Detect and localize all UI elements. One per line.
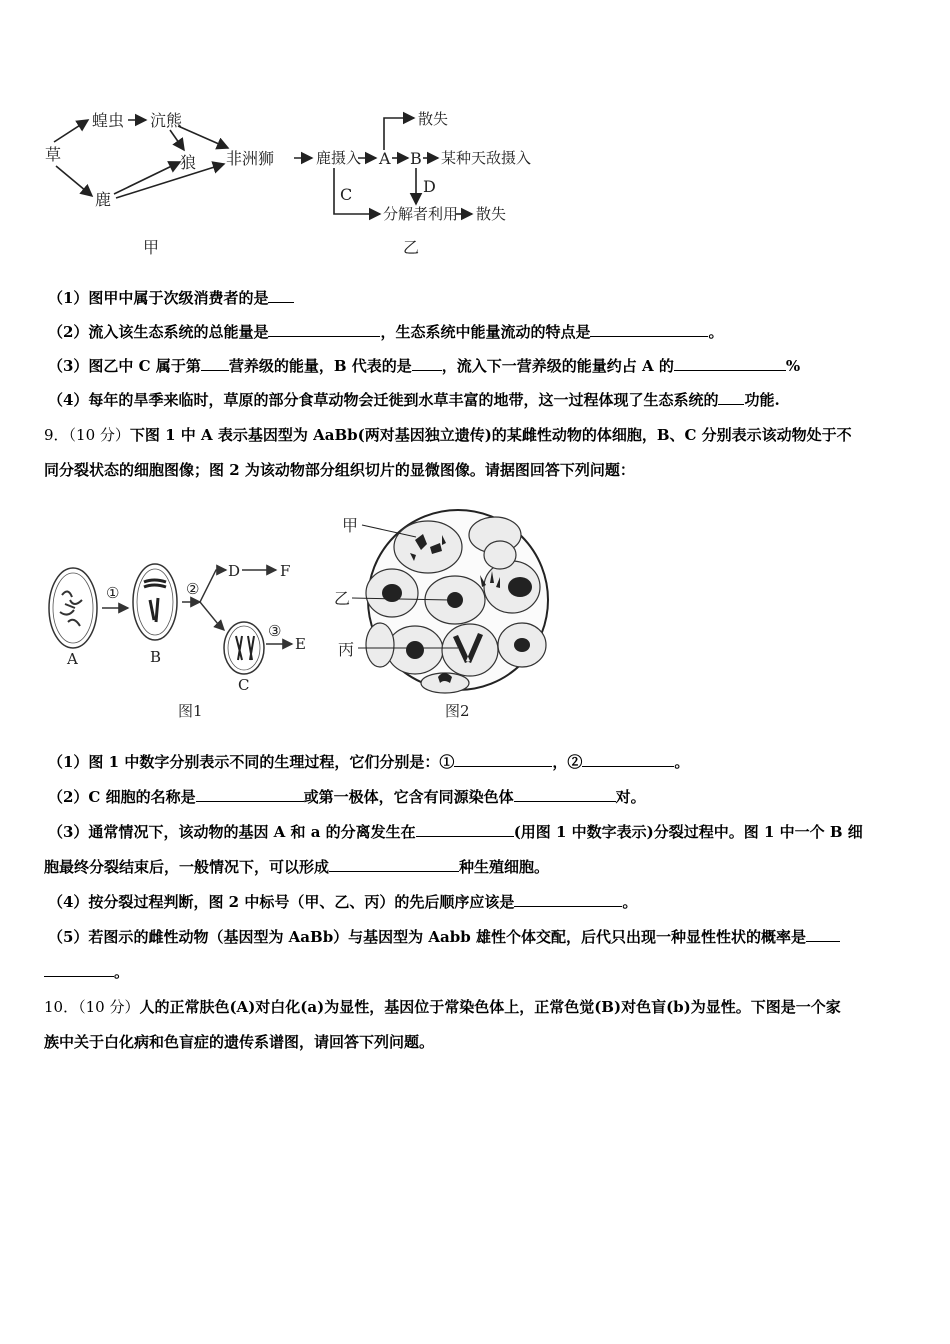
q10-stem-line-1: 10．（10 分）人的正常肤色(A)对白化(a)为显性，基因位于常染色体上，正常色觉(B)对色盲(b)为显性。下图是一个家 bbox=[44, 998, 841, 1016]
arrow-liubao-lang bbox=[170, 130, 184, 150]
label-circle-2: ② bbox=[186, 580, 200, 598]
label-fenjie: 分解者利用 bbox=[383, 205, 459, 223]
cell-A bbox=[49, 568, 97, 648]
label-circle-3: ③ bbox=[268, 622, 282, 640]
node-lang: 狼 bbox=[180, 153, 197, 172]
label-bing: 丙 bbox=[338, 640, 355, 659]
label-sanshi-top: 散失 bbox=[418, 110, 449, 128]
answer-blank[interactable] bbox=[514, 787, 616, 802]
answer-blank[interactable] bbox=[412, 356, 442, 371]
arrow-cao-lu bbox=[56, 166, 92, 196]
arrow-liubao-feizhoushi bbox=[178, 126, 228, 148]
tissue-section-figure bbox=[330, 505, 560, 730]
q9-item-5: （5）若图示的雌性动物（基因型为 AaBb）与基因型为 Aabb 雄性个体交配，后代只出现一种显性性状的概率是 bbox=[48, 927, 918, 947]
arrow-2-to-C bbox=[200, 602, 224, 630]
q8-item-3: （3）图乙中 C 属于第 营养级的能量，B 代表的是 ，流入下一营养级的能量约占 A 的 % bbox=[48, 357, 801, 375]
q9-item-4: （4）按分裂过程判断，图 2 中标号（甲、乙、丙）的先后顺序应该是 。 bbox=[48, 893, 638, 911]
label-D: D bbox=[423, 177, 436, 196]
answer-blank[interactable] bbox=[44, 962, 114, 977]
node-huangchong: 蝗虫 bbox=[92, 111, 125, 130]
label-E: E bbox=[295, 635, 306, 653]
answer-blank[interactable] bbox=[718, 390, 744, 405]
label-B: B bbox=[150, 648, 162, 666]
question-number: 9．（10 分） bbox=[44, 426, 130, 444]
label-F: F bbox=[280, 562, 291, 580]
arrow-2-to-D bbox=[200, 570, 226, 602]
q9-item-3: （3）通常情况下，该动物的基因 A 和 a 的分离发生在 (用图 1 中数字表示)分裂过程中。图 1 中一个 B 细 bbox=[48, 823, 863, 841]
label-jia: 甲 bbox=[342, 516, 359, 535]
cell-division-figure bbox=[40, 540, 320, 730]
answer-blank[interactable] bbox=[329, 857, 459, 872]
q8-item-2: （2）流入该生态系统的总能量是 ，生态系统中能量流动的特点是 。 bbox=[48, 323, 724, 341]
q8-item-1: （1）图甲中属于次级消费者的是 bbox=[48, 288, 918, 308]
node-liubao: 沆熊 bbox=[150, 111, 183, 130]
node-lu: 鹿 bbox=[95, 190, 112, 209]
energy-flow-figure bbox=[290, 100, 540, 265]
answer-blank[interactable] bbox=[201, 356, 229, 371]
label-yi: 乙 bbox=[334, 589, 351, 608]
caption-fig1: 图1 bbox=[178, 702, 203, 720]
label-C: C bbox=[340, 185, 353, 204]
cell-C bbox=[224, 622, 264, 674]
q8-item-4: （4）每年的旱季来临时，草原的部分食草动物会迁徙到水草丰富的地带，这一过程体现了生态系统的 功能. bbox=[48, 391, 780, 409]
label-A: A bbox=[379, 149, 391, 168]
answer-blank[interactable] bbox=[196, 787, 304, 802]
answer-blank[interactable] bbox=[674, 356, 786, 371]
caption-jia: 甲 bbox=[143, 238, 160, 257]
answer-blank[interactable] bbox=[590, 322, 708, 337]
caption-yi: 乙 bbox=[403, 238, 420, 257]
label-circle-1: ① bbox=[106, 584, 120, 602]
label-C: C bbox=[238, 676, 250, 694]
answer-blank[interactable] bbox=[268, 288, 294, 303]
arrow-lu-feizhoushi bbox=[116, 164, 224, 198]
label-sanshi-bottom: 散失 bbox=[476, 205, 507, 223]
label-D: D bbox=[228, 562, 241, 580]
arrow-cao-huangchong bbox=[54, 120, 88, 142]
label-tiandi: 某种天敌摄入 bbox=[441, 149, 532, 167]
answer-blank[interactable] bbox=[416, 822, 514, 837]
arrow-A-sanshi bbox=[384, 118, 414, 150]
answer-blank[interactable] bbox=[806, 927, 840, 942]
caption-fig2: 图2 bbox=[445, 702, 470, 720]
question-number: 10．（10 分） bbox=[44, 998, 140, 1016]
label-sheru: 鹿摄入 bbox=[316, 149, 362, 167]
answer-blank[interactable] bbox=[514, 892, 622, 907]
cell-B bbox=[133, 564, 177, 640]
q9-stem-line-2: 同分裂状态的细胞图像；图 2 为该动物部分组织切片的显微图像。请据图回答下列问题： bbox=[44, 461, 635, 479]
q10-stem-line-2: 族中关于白化病和色盲症的遗传系谱图，请回答下列问题。 bbox=[44, 1033, 435, 1051]
answer-blank[interactable] bbox=[268, 322, 380, 337]
arrow-lu-lang bbox=[114, 162, 180, 194]
node-feizhoushi: 非洲狮 bbox=[226, 149, 275, 168]
q9-item-2: （2）C 细胞的名称是 或第一极体，它含有同源染色体 对。 bbox=[48, 788, 646, 806]
q9-item-3-cont: 胞最终分裂结束后，一般情况下，可以形成 种生殖细胞。 bbox=[44, 858, 550, 876]
q9-stem-line-1: 9．（10 分）下图 1 中 A 表示基因型为 AaBb(两对基因独立遗传)的某雌性动物的体细胞，B、C 分别表示该动物处于不 bbox=[44, 426, 852, 444]
answer-blank[interactable] bbox=[454, 752, 552, 767]
node-cao: 草 bbox=[45, 145, 62, 164]
answer-blank[interactable] bbox=[582, 752, 674, 767]
label-B: B bbox=[410, 149, 422, 168]
label-A: A bbox=[67, 650, 78, 668]
q9-item-1: （1）图 1 中数字分别表示不同的生理过程，它们分别是：① ，② 。 bbox=[48, 753, 690, 771]
food-web-figure bbox=[40, 100, 280, 265]
q9-item-5-cont: 。 bbox=[44, 962, 914, 982]
